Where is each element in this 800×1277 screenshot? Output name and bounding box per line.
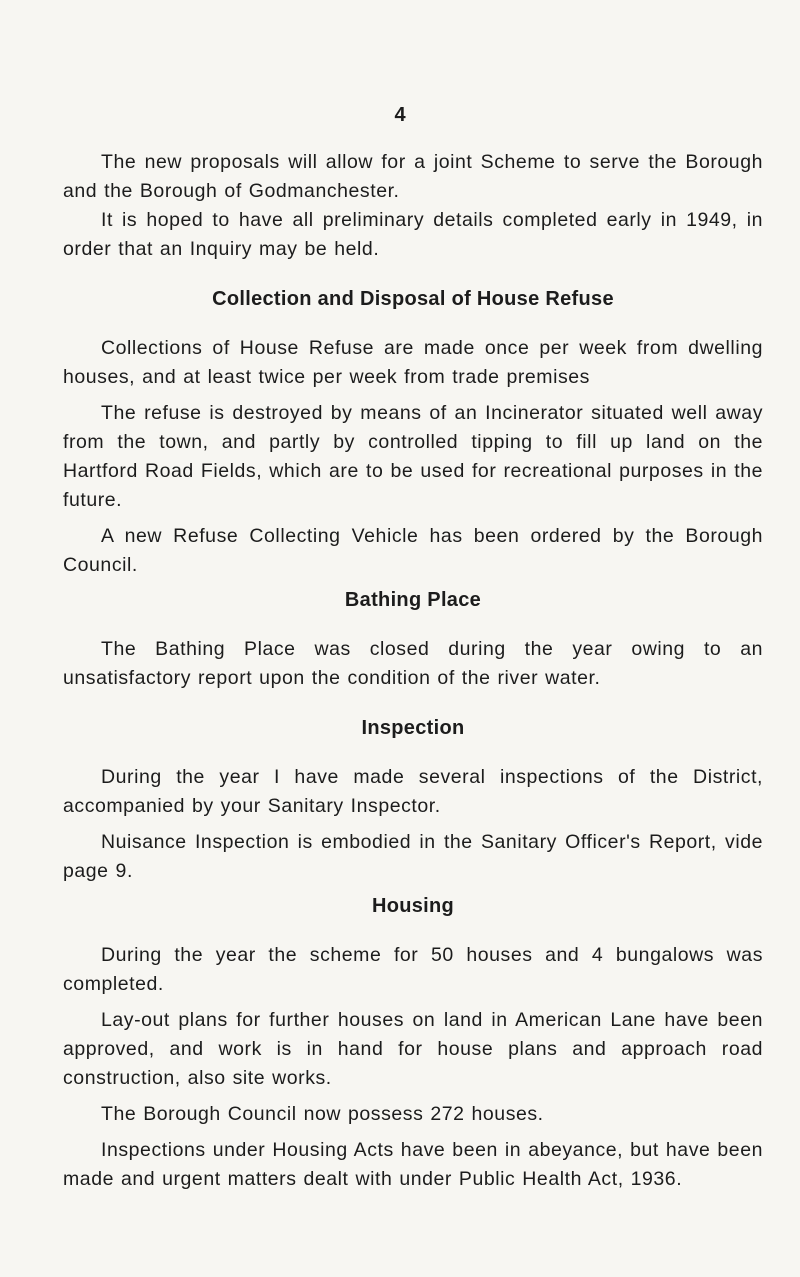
page-number: 4 — [394, 104, 406, 126]
inspection-heading: Inspection — [361, 717, 465, 739]
housing-paragraph-3: The Borough Council now possess 272 houses. — [101, 1103, 544, 1125]
refuse-paragraph-2: The refuse is destroyed by means of an Incinerator situated well away from the town, and partly by controlled tipping to fill up land on the Hartford Road Fields, which are to be used for recreational purposes in the future. — [63, 402, 763, 511]
intro-paragraph-1: The new proposals will allow for a joint Scheme to serve the Borough and the Borough of Godmanchester. — [63, 151, 763, 202]
refuse-paragraph-1: Collections of House Refuse are made once per week from dwelling houses, and at least twice per week from trade premises — [63, 337, 763, 388]
refuse-heading: Collection and Disposal of House Refuse — [212, 288, 614, 310]
bathing-heading: Bathing Place — [344, 589, 482, 611]
text-column — [63, 148, 763, 1194]
housing-heading: Housing — [371, 895, 455, 917]
inspection-paragraph-1: During the year I have made several inspections of the District, accompanied by your Sanitary Inspector. — [63, 766, 763, 817]
housing-paragraph-4: Inspections under Housing Acts have been in abeyance, but have been made and urgent matters dealt with under Public Health Act, 1936. — [63, 1139, 763, 1190]
housing-paragraph-2: Lay-out plans for further houses on land in American Lane have been approved, and work is in hand for house plans and approach road construction, also site works. — [63, 1009, 763, 1089]
bathing-paragraph-1: The Bathing Place was closed during the year owing to an unsatisfactory report upon the condition of the river water. — [63, 638, 763, 689]
intro-paragraph-2: It is hoped to have all preliminary details completed early in 1949, in order that an Inquiry may be held. — [63, 209, 763, 260]
refuse-paragraph-3: A new Refuse Collecting Vehicle has been ordered by the Borough Council. — [63, 525, 763, 576]
housing-paragraph-1: During the year the scheme for 50 houses and 4 bungalows was completed. — [63, 944, 763, 995]
inspection-paragraph-2: Nuisance Inspection is embodied in the Sanitary Officer's Report, vide page 9. — [63, 831, 763, 882]
